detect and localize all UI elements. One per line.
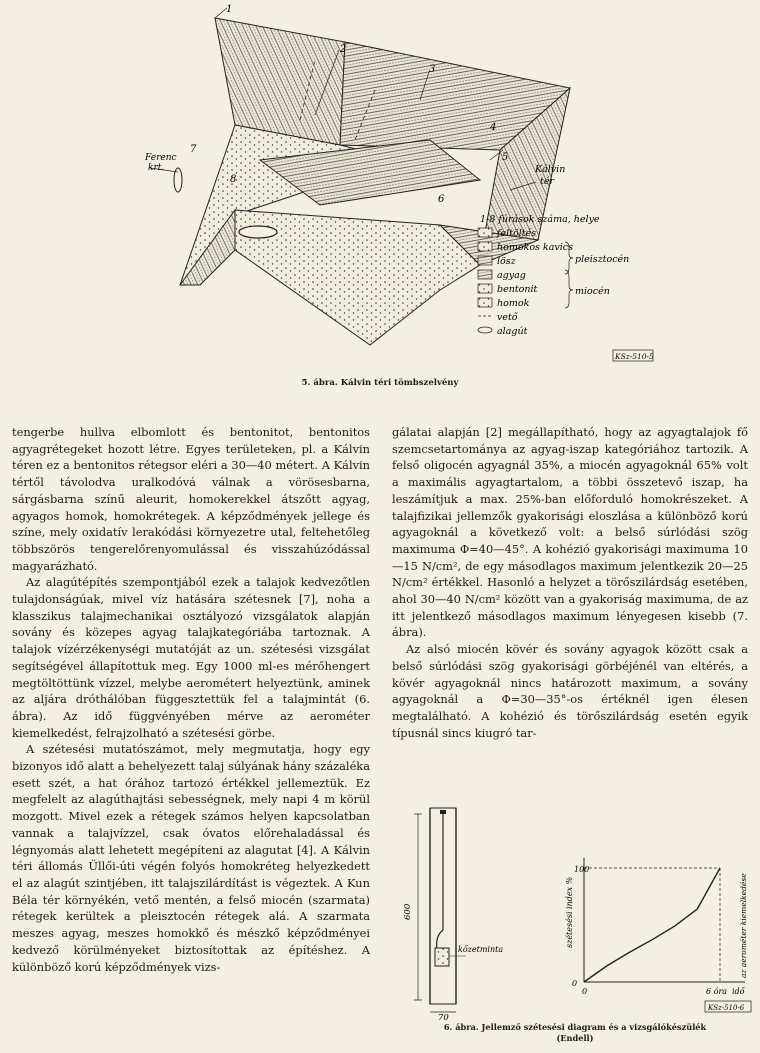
paragraph: A szétesési mutatószámot, mely megmutatja, hogy egy bizonyos idő alatt a behelyezett talaj súlyának hány százaléka esett szét, a hat órához tartozó értékkel jellemeztük. Ez megfelelt az alagúthajtási sebességnek, mely napi 4 m körül mozgott. Mivel ezek a rétegek számos helyen kapcsolatban vannak a talajvízzel, csak óvatos előrehaladással és légnyomás alatt lehetett megépíteni az alagutat [4]. A Kálvin téri állomás Üllői-úti végén folyós homokréteg helyezkedett el az alagút szintjében, itt talajszilárdítást is végeztek. A Kun Béla tér környékén, vető mentén, a felső miocén (szarmata) rétegek kerültek a pleisztocén rétegek alá. A szarmata meszes agyag, meszes homokkő és mészkő képződményei kedvező körülményeket biztosítottak az építéshez. A különböző korú képződmények vizs- (12, 742, 370, 974)
borehole-label: 3 (429, 64, 436, 75)
legend-item: 1-8 fúrások száma, helye (480, 214, 600, 225)
figure-5-caption: 5. ábra. Kálvin téri tömbszelvény (301, 378, 459, 388)
borehole-label: 1 (226, 4, 233, 15)
kalvin-ter-label: tér (540, 176, 554, 187)
figure-6-disintegration-chart (560, 848, 755, 1018)
x-tick-label: 6 óra (706, 987, 728, 996)
borehole-label: 4 (490, 122, 497, 133)
paragraph: Az alagútépítés szempontjából ezek a talajok kedvezőtlen tulajdonságúak, mivel víz hatására szétesnek [7], noha a klasszikus talajmechanikai osztályozó vizsgálatok alapján sovány és közepes agyag talajkategóriába tartoznak. A talajok vízérzékenységi mutatóját az un. szétesési vizsgálat segítségével állapítottuk meg. Egy 1000 ml-es mérőhengert megtöltöttünk vízzel, melybe aerométert helyeztünk, aminek az aljára dróthálóban függesztettük fel a talajmintát (6. ábra). Az idő függvényében mérve az aerométer kiemelkedést, felrajzolható a szétesési görbe. (12, 575, 370, 740)
y2-axis-label: az aerométer kiemelkedése (739, 873, 748, 978)
y-tick-label: 0 (572, 979, 578, 988)
borehole-label: 8 (230, 174, 237, 185)
ferenc-krt-label: Ferenc (145, 153, 177, 163)
borehole-label: 5 (502, 152, 509, 163)
ferenc-krt-label: krt. (148, 163, 165, 173)
right-column (392, 424, 748, 741)
left-column (12, 424, 370, 975)
sample-label: kőzetminta (458, 945, 504, 954)
paragraph: gálatai alapján [2] megállapítható, hogy az agyagtalajok fő szemcsetartománya az agyag-iszap kategóriához tartozik. A felső oligocén agyagnál 35%, a miocén agyagoknál 65% volt a maximális agyagtartalom, a többi összetevő iszap, ha leszámítjuk a max. 25%-ban előforduló homokrészeket. A talajfizikai jellemzők gyakorisági eloszlása a különböző korú agyagoknál a következő volt: a belső súrlódási szög maximuma Φ=40—45°. A kohézió gyakorisági maximuma 10—15 N/cm², de egy másodlagos maximum jelentkezik 20—25 N/cm² értékkel. Hasonló a helyzet a törőszilárdság esetében, ahol 30—40 N/cm² között van a gyakoriság maximuma, de az itt jelentkező másodlagos maximum lényegesen kisebb (7. ábra). (392, 425, 748, 640)
figure-6-apparatus (396, 800, 504, 1023)
miocene-label: miocén (575, 286, 610, 297)
legend-item: vető (497, 312, 518, 323)
figure-5-block-diagram (140, 0, 750, 370)
x-tick-label: 0 (582, 987, 588, 996)
y-tick-label: 100 (574, 865, 590, 874)
legend (478, 214, 629, 337)
y-axis-label: szétesési index % (565, 876, 574, 948)
apparatus-height-label: 600 (403, 903, 413, 920)
figure-code: KSz-510-5 (615, 352, 654, 361)
figure-6-caption-line: 6. ábra. Jellemző szétesési diagram és a vizsgálókészülék (443, 1022, 707, 1032)
legend-item: homok (497, 298, 530, 309)
legend-item: agyag (497, 270, 526, 281)
apparatus-width-label: 70 (438, 1013, 449, 1023)
figure-6-caption (400, 1022, 750, 1044)
pleistocene-label: pleisztocén (575, 254, 630, 265)
borehole-label: 6 (438, 194, 445, 205)
kalvin-ter-label: Kálvin (535, 164, 566, 175)
figure-code: KSz-510-6 (708, 1004, 745, 1012)
legend-item: feltöltés (497, 228, 537, 239)
x-tick-label: idő (732, 987, 745, 996)
paragraph: tengerbe hullva elbomlott és bentonitot, bentonitos agyagrétegeket hozott létre. Egyes területeken, pl. a Kálvin téren ez a bentonitos rétegsor eléri a 30—40 métert. A Kálvin tértől távolodva uralkodóvá válnak a vörösesbarna, sárgásbarna színű aleurit, homokerekkel átszőtt agyag, agyagos homok, homokrétegek. A képződmények jellege és színe, mely oxidatív lerakódási környezetre utal, feltehetőleg többszörös tengerelőrenyomulással és visszahúzódással magyarázható. (12, 425, 370, 573)
legend-item: alagút (497, 326, 528, 337)
borehole-label: 2 (340, 44, 347, 55)
figure-6-caption-line: (Endell) (556, 1033, 594, 1043)
disintegration-curve (584, 868, 720, 982)
legend-item: lösz (497, 256, 516, 267)
legend-item: homokos kavics (497, 242, 573, 253)
paragraph: Az alsó miocén kövér és sovány agyagok között csak a belső súrlódási szög gyakorisági görbéjénél van eltérés, a kövér agyagoknál nincs határozott maximum, a sovány agyagoknál a Φ=30—35°-os értéknél igen élesen megtalálható. A kohézió és törőszilárdság esetén egyik típusnál sincs kiugró tar- (392, 642, 748, 740)
legend-item: bentonit (497, 284, 538, 295)
borehole-label: 7 (190, 144, 197, 155)
